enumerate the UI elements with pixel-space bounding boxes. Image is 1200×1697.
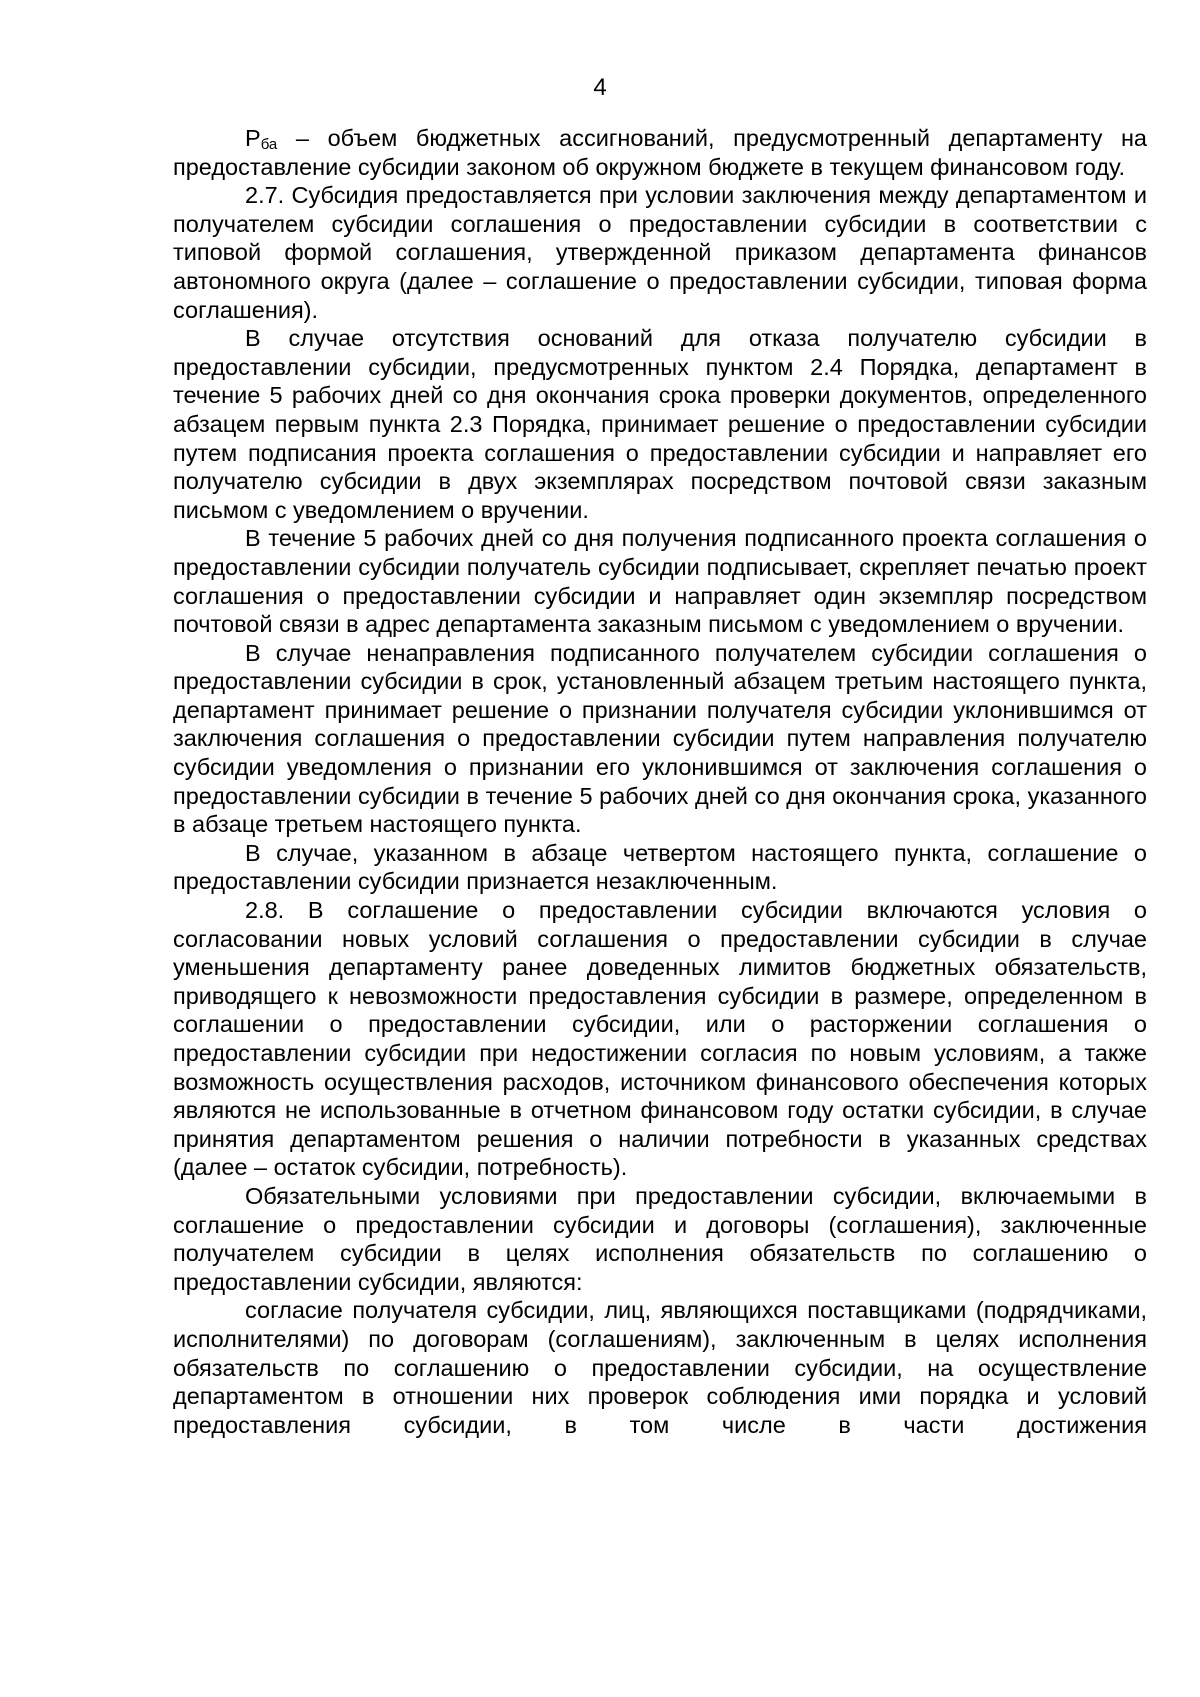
formula-subscript: ба — [260, 136, 278, 153]
paragraph-2-8: 2.8. В соглашение о предоставлении субсидии включаются условия о согласовании новых условий соглашения о предоставлении субсидии в случае уменьшения департаменту ранее доведенных лимитов бюджетных обязательств, приводящего к невозможности предоставления субсидии в размере, определенном в соглашении о предоставлении субсидии, или о расторжении соглашения о предоставлении субсидии при недостижении согласия по новым условиям, а также возможность осуществления расходов, источником финансового обеспечения которых являются не использованные в отчетном финансовом году остатки субсидии, в случае принятия департаментом решения о наличии потребности в указанных средствах (далее – остаток субсидии, потребность). — [173, 897, 1147, 1181]
page-number: 4 — [593, 74, 607, 101]
paragraph-2-7: 2.7. Субсидия предоставляется при условии заключения между департаментом и получателем субсидии соглашения о предоставлении субсидии в соответствии с типовой формой соглашения, утвержденной приказом департамента финансов автономного округа (далее – соглашение о предоставлении субсидии, типовая форма соглашения). — [173, 182, 1147, 323]
paragraph-mandatory-conditions: Обязательными условиями при предоставлении субсидии, включаемыми в соглашение о предоставлении субсидии и договоры (соглашения), заключенные получателем субсидии в целях исполнения обязательств по соглашению о предоставлении субсидии, являются: — [173, 1182, 1147, 1295]
paragraph-consent: согласие получателя субсидии, лиц, являющихся поставщиками (подрядчиками, исполнителями) по договорам (соглашениям), заключенным в целях исполнения обязательств по соглашению о предоставлении субсидии, на осуществление департаментом в отношении них проверок соблюдения ими порядка и условий предоставления субсидии, в том числе в части достижения — [173, 1297, 1147, 1438]
formula-variable — [245, 125, 277, 151]
paragraph-not-concluded: В случае, указанном в абзаце четвертом настоящего пункта, соглашение о предоставлении субсидии признается незаключенным. — [173, 839, 1147, 895]
formula-symbol: P — [245, 125, 261, 151]
paragraph-evasion: В случае ненаправления подписанного получателем субсидии соглашения о предоставлении субсидии в срок, установленный абзацем третьим настоящего пункта, департамент принимает решение о признании получателя субсидии уклонившимся от заключения соглашения о предоставлении субсидии путем направления получателю субсидии уведомления о признании его уклонившимся от заключения соглашения о предоставлении субсидии в течение 5 рабочих дней со дня окончания срока, указанного в абзаце третьем настоящего пункта. — [173, 639, 1147, 838]
paragraph-text: – объем бюджетных ассигнований, предусмотренный департаменту на предоставление субсидии законом об окружном бюджете в текущем финансовом году. — [173, 125, 1147, 180]
paragraph-no-refusal-grounds: В случае отсутствия оснований для отказа получателю субсидии в предоставлении субсидии, предусмотренных пунктом 2.4 Порядка, департамент в течение 5 рабочих дней со дня окончания срока проверки документов, определенного абзацем первым пункта 2.3 Порядка, принимает решение о предоставлении субсидии путем подписания проекта соглашения о предоставлении субсидии и направляет его получателю субсидии в двух экземплярах посредством почтовой связи заказным письмом с уведомлением о вручении. — [173, 325, 1147, 523]
paragraph-signing-period: В течение 5 рабочих дней со дня получения подписанного проекта соглашения о предоставлении субсидии получатель субсидии подписывает, скрепляет печатью проект соглашения о предоставлении субсидии и направляет один экземпляр посредством почтовой связи в адрес департамента заказным письмом с уведомлением о вручении. — [173, 525, 1147, 638]
document-body — [173, 124, 1147, 1439]
paragraph-formula-definition — [173, 124, 1147, 181]
